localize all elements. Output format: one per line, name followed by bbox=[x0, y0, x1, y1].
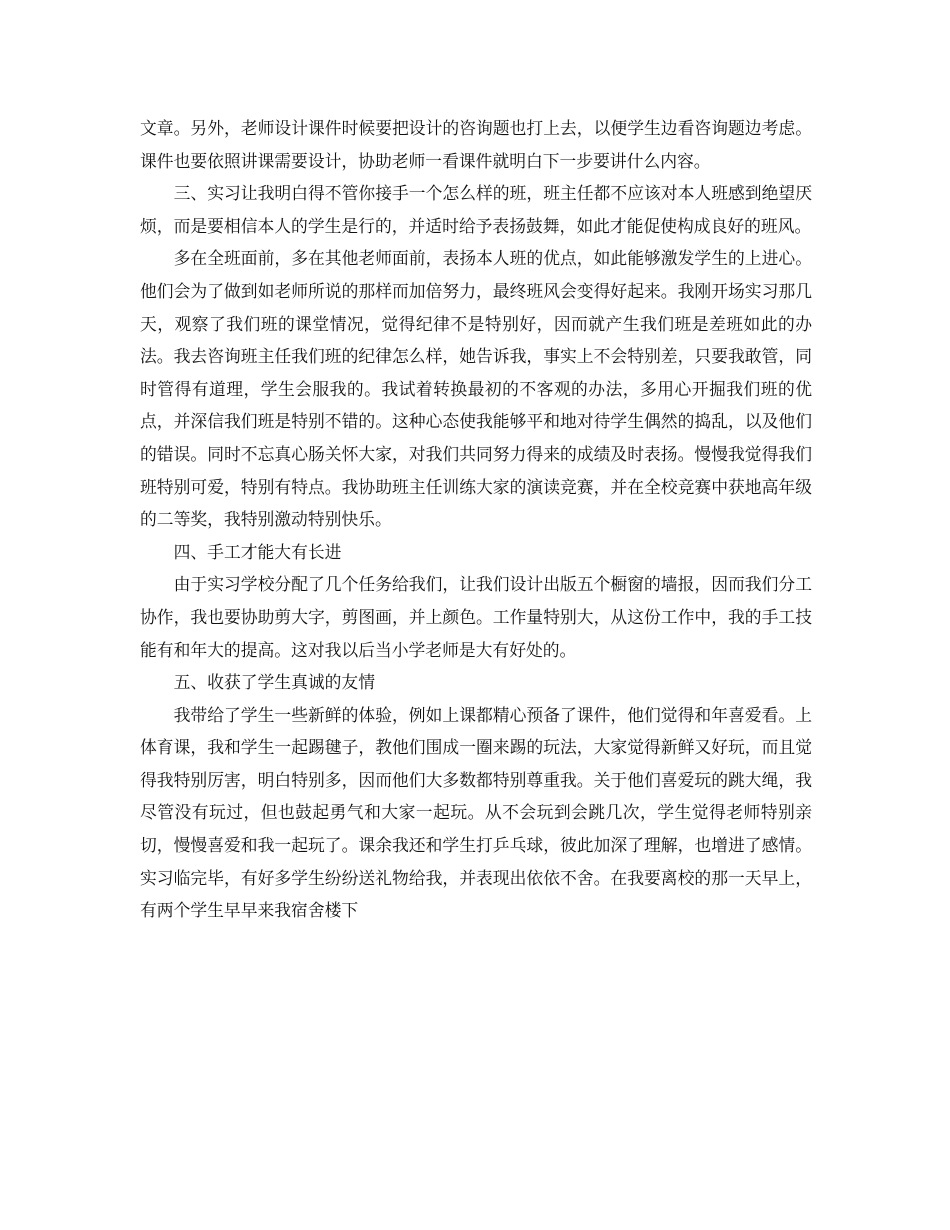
paragraph: 我带给了学生一些新鲜的体验，例如上课都精心预备了课件，他们觉得和年喜爱看。上体育课，我和学生一起踢毽子，教他们围成一圈来踢的玩法，大家觉得新鲜又好玩，而且觉得我特别厉害，明白特别多，因而他们大多数都特别尊重我。关于他们喜爱玩的跳大绳，我尽管没有玩过，但也鼓起勇气和大家一起玩。从不会玩到会跳几次，学生觉得老师特别亲切，慢慢喜爱和我一起玩了。课余我还和学生打乒乓球，彼此加深了理解，也增进了感情。实习临完毕，有好多学生纷纷送礼物给我，并表现出依依不舍。在我要离校的那一天早上，有两个学生早早来我宿舍楼下 bbox=[140, 704, 812, 921]
paragraph: 多在全班面前，多在其他老师面前，表扬本人班的优点，如此能够激发学生的上进心。他们会为了做到如老师所说的那样而加倍努力，最终班风会变得好起来。我刚开场实习那几天，观察了我们班的课堂情况，觉得纪律不是特别好，因而就产生我们班是差班如此的办法。我去咨询班主任我们班的纪律怎么样，她告诉我，事实上不会特别差，只要我敢管，同时管得有道理，学生会服我的。我试着转换最初的不客观的办法，多用心开掘我们班的优点，并深信我们班是特别不错的。这种心态使我能够平和地对待学生偶然的捣乱，以及他们的错误。同时不忘真心肠关怀大家，对我们共同努力得来的成绩及时表扬。慢慢我觉得我们班特别可爱，特别有特点。我协助班主任训练大家的演读竞赛，并在全校竞赛中获地高年级的二等奖，我特别激动特别快乐。 bbox=[140, 248, 812, 530]
paragraph: 文章。另外，老师设计课件时候要把设计的咨询题也打上去，以便学生边看咨询题边考虑。课件也要依照讲课需要设计，协助老师一看课件就明白下一步要讲什么内容。 bbox=[140, 118, 812, 171]
section-heading: 四、手工才能大有长进 bbox=[173, 541, 342, 562]
section-heading: 五、收获了学生真诚的友情 bbox=[173, 672, 375, 693]
paragraph: 三、实习让我明白得不管你接手一个怎么样的班，班主任都不应该对本人班感到绝望厌烦，而是要相信本人的学生是行的，并适时给予表扬鼓舞，如此才能促使构成良好的班风。 bbox=[140, 183, 812, 236]
document-body bbox=[140, 112, 812, 927]
paragraph: 由于实习学校分配了几个任务给我们，让我们设计出版五个橱窗的墙报，因而我们分工协作，我也要协助剪大字，剪图画，并上颜色。工作量特别大，从这份工作中，我的手工技能有和年大的提高。这对我以后当小学老师是大有好处的。 bbox=[140, 574, 812, 660]
